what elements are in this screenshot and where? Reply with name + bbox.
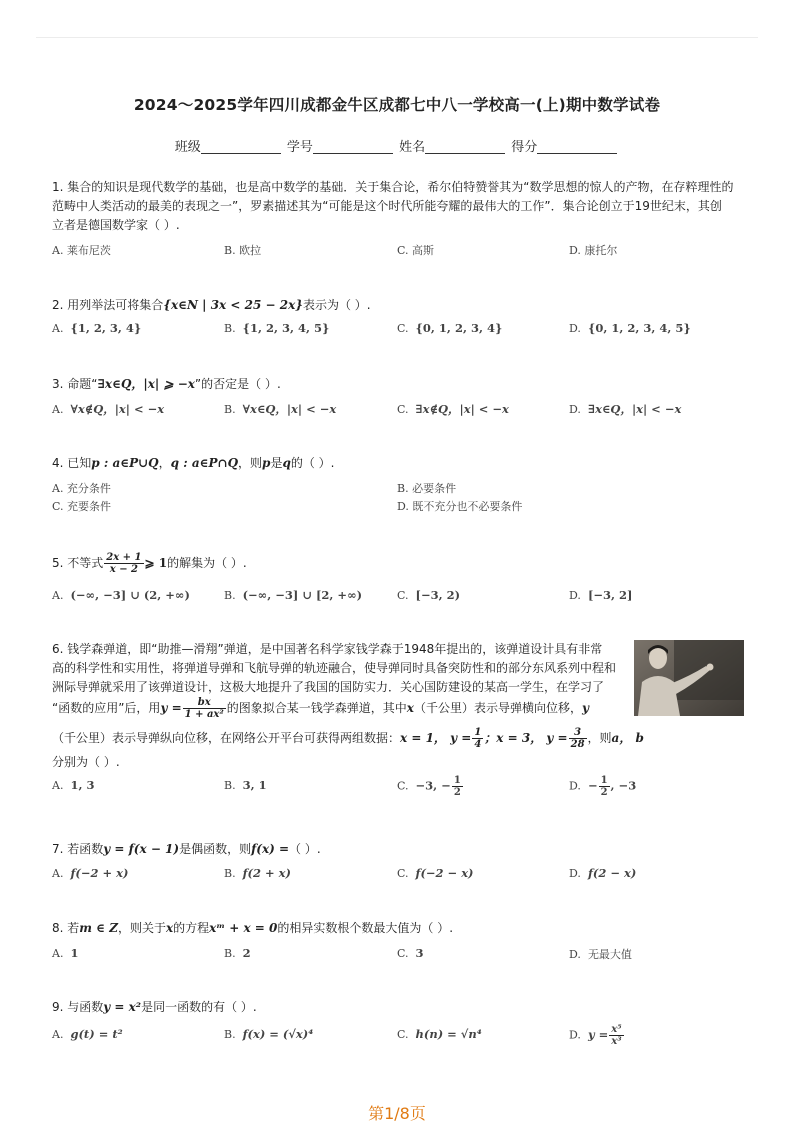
q6-line5 bbox=[52, 727, 742, 750]
q1-line2: 范畴中人类活动的最美的表现之一”，罗素描述其为“可能是这个时代所能夸耀的最伟大的工作”．集合论创立于19世纪末，其创 bbox=[52, 199, 722, 213]
question-6 bbox=[52, 640, 632, 697]
q2-stem-a: 2. 用列举法可将集合 bbox=[52, 298, 164, 312]
q2-c-letter: C. bbox=[397, 322, 409, 335]
q6-c-den: 2 bbox=[453, 787, 461, 798]
q9-b-letter: B. bbox=[224, 1028, 236, 1041]
q7-a-letter: A. bbox=[52, 867, 64, 880]
q6-l5-a: （千公里）表示导弹纵向位移，在网络公开平台可获得两组数据： bbox=[52, 731, 401, 745]
q7-stem-b: 是偶函数，则 bbox=[179, 842, 252, 856]
q5-c-text: [−3, 2) bbox=[415, 588, 461, 602]
q4-q-math: q : a∈P∩Q bbox=[170, 456, 239, 470]
class-blank bbox=[201, 139, 281, 154]
q6-d-den: 2 bbox=[600, 787, 608, 798]
q8-a-text: 1 bbox=[70, 946, 79, 960]
q9-option-a bbox=[52, 1027, 123, 1041]
q4-q-var: q bbox=[282, 456, 291, 470]
q6-frac2-den: 28 bbox=[570, 739, 585, 750]
q8-option-b bbox=[224, 946, 251, 960]
q8-stem-d: 的相异实数根个数最大值为（ ）. bbox=[277, 921, 454, 935]
score-label: 得分 bbox=[511, 140, 538, 155]
q7-c-text: f(−2 − x) bbox=[415, 866, 474, 880]
q6-d-text: − bbox=[587, 778, 598, 793]
q8-b-letter: B. bbox=[224, 947, 236, 960]
q1-line3: 立者是德国数学家（ ）. bbox=[52, 218, 180, 232]
name-blank bbox=[425, 139, 505, 154]
q8-option-c bbox=[397, 946, 424, 960]
q7-option-a bbox=[52, 866, 128, 880]
q9-d-text: y = bbox=[587, 1027, 609, 1042]
question-1 bbox=[52, 178, 742, 235]
q9-b-text: f(x) = (√x)⁴ bbox=[242, 1027, 314, 1041]
q3-a-letter: A. bbox=[52, 403, 64, 416]
q5-option-d bbox=[569, 588, 632, 602]
student-info-row bbox=[0, 136, 794, 155]
q2-d-letter: D. bbox=[569, 322, 581, 335]
q7-a-text: f(−2 + x) bbox=[70, 866, 129, 880]
q6-line6: 分别为（ ）. bbox=[52, 755, 120, 769]
q9-d-den: x³ bbox=[611, 1036, 622, 1047]
q8-stem-c: 的方程 bbox=[173, 921, 210, 935]
q6-frac-1-4 bbox=[472, 727, 483, 750]
q9-option-c bbox=[397, 1027, 482, 1041]
q3-b-text: ∀x∈Q，|x| < −x bbox=[242, 402, 337, 416]
q6-frac-3-28 bbox=[569, 727, 587, 750]
q4-p-math: p : a∈P∪Q bbox=[91, 456, 159, 470]
question-4: 4. 已知p : a∈P∪Q，q : a∈P∩Q，则p是q的（ ）. bbox=[52, 456, 335, 470]
q6-line3: 洲际导弹就采用了该弹道设计，这极大地提升了我国的国防实力．关心国防建设的某高一学生，在学习了 bbox=[52, 680, 605, 694]
q6-l4-c: （千公里）表示导弹横向位移， bbox=[413, 701, 582, 715]
q8-b-text: 2 bbox=[242, 946, 251, 960]
question-5 bbox=[52, 552, 742, 575]
q4-stem-c: 是 bbox=[270, 456, 283, 470]
exam-title: 2024～2025学年四川成都金牛区成都七中八一学校高一(上)期中数学试卷 bbox=[133, 96, 661, 114]
q6-d-num: 1 bbox=[600, 775, 608, 786]
q7-d-text: f(2 − x) bbox=[587, 866, 637, 880]
q5-b-text: (−∞, −3] ∪ [2, +∞) bbox=[242, 588, 363, 602]
q2-a-letter: A. bbox=[52, 322, 64, 335]
q5-fraction bbox=[104, 552, 143, 575]
q4-stem-d: 的（ ）. bbox=[290, 456, 335, 470]
top-divider bbox=[36, 37, 758, 38]
q6-option-d bbox=[569, 775, 636, 798]
q6-data2: ；x = 3， y = bbox=[484, 731, 568, 745]
q3-a-text: ∀x∉Q，|x| < −x bbox=[70, 402, 165, 416]
q5-stem-a: 5. 不等式 bbox=[52, 556, 104, 570]
q8-equation: xᵐ + x = 0 bbox=[209, 921, 278, 935]
q9-d-num: x⁵ bbox=[611, 1024, 622, 1035]
q4-stem-a: 4. 已知 bbox=[52, 456, 92, 470]
q6-y-sym: y bbox=[581, 701, 589, 715]
q3-prop-math: ∃x∈Q，|x| ⩾ −x bbox=[97, 377, 195, 391]
q9-a-text: g(t) = t² bbox=[70, 1027, 123, 1041]
id-label: 学号 bbox=[286, 140, 313, 155]
q9-option-d bbox=[569, 1024, 625, 1047]
q5-option-a bbox=[52, 588, 190, 602]
q8-a-letter: A. bbox=[52, 947, 64, 960]
q3-d-letter: D. bbox=[569, 403, 581, 416]
question-3 bbox=[52, 375, 742, 394]
q6-l4-b: 的图象拟合某一钱学森弹道，其中 bbox=[226, 701, 407, 715]
q6-data1: x = 1， y = bbox=[400, 731, 472, 745]
q2-b-letter: B. bbox=[224, 322, 236, 335]
q6-line1: 6. 钱学森弹道，即“助推—滑翔”弹道，是中国著名科学家钱学森于1948年提出的，该弹道设计具有非常 bbox=[52, 642, 603, 656]
q7-option-d bbox=[569, 866, 636, 880]
q6-option-b bbox=[224, 778, 267, 792]
q4-option-d: D. 既不充分也不必要条件 bbox=[397, 500, 523, 513]
q8-d-letter: D. bbox=[569, 948, 581, 961]
q6-frac1-den: 4 bbox=[474, 739, 482, 750]
q5-c-letter: C. bbox=[397, 589, 409, 602]
q8-c-letter: C. bbox=[397, 947, 409, 960]
q9-option-b bbox=[224, 1027, 313, 1041]
q2-d-text: {0, 1, 2, 3, 4, 5} bbox=[587, 321, 691, 335]
q9-func-math: y = x² bbox=[103, 1000, 142, 1014]
q3-b-letter: B. bbox=[224, 403, 236, 416]
q6-c-fraction bbox=[452, 775, 463, 798]
q5-d-text: [−3, 2] bbox=[587, 588, 633, 602]
q4-stem-b: ，则 bbox=[238, 456, 263, 470]
q9-stem-a: 9. 与函数 bbox=[52, 1000, 104, 1014]
q2-a-text: {1, 2, 3, 4} bbox=[70, 321, 142, 335]
q9-c-letter: C. bbox=[397, 1028, 409, 1041]
q7-option-b bbox=[224, 866, 291, 880]
q6-frac-num: bx bbox=[183, 697, 226, 709]
q9-a-letter: A. bbox=[52, 1028, 64, 1041]
q8-x-var: x bbox=[165, 921, 174, 935]
score-blank bbox=[537, 139, 617, 154]
q1-option-a: A. 莱布尼茨 bbox=[52, 244, 111, 257]
q8-m-math: m ∈ Z bbox=[79, 921, 118, 935]
q7-b-text: f(2 + x) bbox=[242, 866, 291, 880]
question-8 bbox=[52, 919, 742, 938]
q1-line1: 1. 集合的知识是现代数学的基础，也是高中数学的基础．关于集合论，希尔伯特赞誉其为“数学思想的惊人的产物，在存粹理性的 bbox=[52, 180, 734, 194]
q7-stem-c: （ ）. bbox=[289, 842, 321, 856]
q3-option-c bbox=[397, 401, 509, 417]
q5-a-text: (−∞, −3] ∪ (2, +∞) bbox=[70, 588, 190, 602]
page-number: 第1/8页 bbox=[368, 1104, 426, 1123]
q2-b-text: {1, 2, 3, 4, 5} bbox=[242, 321, 330, 335]
q9-c-text: h(n) = √n⁴ bbox=[415, 1027, 482, 1041]
q6-frac-den: 1 + ax² bbox=[184, 709, 224, 720]
q9-d-fraction bbox=[609, 1024, 623, 1047]
q9-stem-b: 是同一函数的有（ ）. bbox=[141, 1000, 257, 1014]
q2-option-a bbox=[52, 321, 141, 335]
q6-line2: 高的科学性和实用性，将弹道导弹和飞航导弹的轨迹融合，使导弹同时具备突防性和的部分东风系列中程和 bbox=[52, 661, 617, 675]
q4-option-b: B. 必要条件 bbox=[397, 482, 457, 495]
id-blank bbox=[313, 139, 393, 154]
q3-d-text: ∃x∈Q，|x| < −x bbox=[587, 402, 682, 416]
q7-fx-math: f(x) = bbox=[251, 842, 290, 856]
q2-option-b bbox=[224, 321, 329, 335]
q4-option-c: C. 充要条件 bbox=[52, 500, 112, 513]
q5-d-letter: D. bbox=[569, 589, 581, 602]
q6-frac2-num: 3 bbox=[569, 727, 587, 739]
q3-option-d bbox=[569, 401, 681, 417]
q6-ab: a， b bbox=[611, 731, 644, 745]
q7-c-letter: C. bbox=[397, 867, 409, 880]
class-label: 班级 bbox=[174, 140, 201, 155]
q1-option-c: C. 高斯 bbox=[397, 244, 435, 257]
q7-option-c bbox=[397, 866, 474, 880]
q1-option-b: B. 欧拉 bbox=[224, 244, 262, 257]
q6-x-sym: x bbox=[406, 701, 414, 715]
q6-b-letter: B. bbox=[224, 779, 236, 792]
q7-d-letter: D. bbox=[569, 867, 581, 880]
q8-stem-a: 8. 若 bbox=[52, 921, 80, 935]
q4-p-var: p bbox=[262, 456, 271, 470]
question-9 bbox=[52, 998, 742, 1017]
q6-option-c bbox=[397, 775, 464, 798]
name-label: 姓名 bbox=[399, 140, 426, 155]
q3-stem-b: ”的否定是（ ）. bbox=[194, 377, 281, 391]
q6-d-letter: D. bbox=[569, 779, 581, 793]
q6-c-num: 1 bbox=[453, 775, 461, 786]
q5-denominator: x − 2 bbox=[109, 564, 139, 575]
q1-option-d: D. 康托尔 bbox=[569, 244, 618, 257]
q6-l5-b: ，则 bbox=[587, 731, 612, 745]
q2-option-d bbox=[569, 321, 691, 335]
q2-set-math: {x∈N | 3x < 25 − 2x} bbox=[163, 298, 303, 312]
q6-option-a bbox=[52, 778, 94, 792]
q4-option-a: A. 充分条件 bbox=[52, 482, 111, 495]
q5-numerator: 2x + 1 bbox=[106, 552, 142, 563]
q6-frac1-num: 1 bbox=[474, 727, 482, 738]
q3-c-letter: C. bbox=[397, 403, 409, 416]
q6-fraction bbox=[183, 697, 226, 720]
q3-stem-a: 3. 命题“ bbox=[52, 377, 98, 391]
question-7 bbox=[52, 840, 742, 859]
q7-func-math: y = f(x − 1) bbox=[103, 842, 180, 856]
q6-d-fraction bbox=[599, 775, 610, 798]
q8-stem-b: ，则关于 bbox=[117, 921, 166, 935]
q7-b-letter: B. bbox=[224, 867, 236, 880]
q9-d-letter: D. bbox=[569, 1028, 581, 1042]
q2-option-c bbox=[397, 321, 502, 335]
q3-c-text: ∃x∉Q，|x| < −x bbox=[415, 402, 509, 416]
q5-option-b bbox=[224, 588, 362, 602]
q6-c-text: −3, − bbox=[415, 778, 451, 793]
q5-option-c bbox=[397, 588, 460, 602]
q6-d-tail: , −3 bbox=[610, 778, 637, 793]
q3-option-a bbox=[52, 401, 164, 417]
q6-y-eq: y = bbox=[160, 701, 182, 715]
q6-a-text: 1, 3 bbox=[70, 778, 95, 792]
q2-stem-b: 表示为（ ）. bbox=[302, 298, 371, 312]
q2-c-text: {0, 1, 2, 3, 4} bbox=[415, 321, 503, 335]
q5-a-letter: A. bbox=[52, 589, 64, 602]
q8-option-a bbox=[52, 946, 78, 960]
q3-option-b bbox=[224, 401, 336, 417]
question-2 bbox=[52, 296, 742, 315]
qian-xuesen-photo bbox=[634, 640, 744, 716]
q6-c-letter: C. bbox=[397, 779, 409, 793]
q5-ge: ⩾ 1 bbox=[144, 556, 168, 570]
q6-l4-a: “函数的应用”后，用 bbox=[52, 701, 161, 715]
q8-option-d bbox=[569, 946, 632, 962]
q6-a-letter: A. bbox=[52, 779, 64, 792]
q6-b-text: 3, 1 bbox=[242, 778, 267, 792]
q5-stem-b: 的解集为（ ）. bbox=[167, 556, 247, 570]
q7-stem-a: 7. 若函数 bbox=[52, 842, 104, 856]
q5-b-letter: B. bbox=[224, 589, 236, 602]
q8-d-text: 无最大值 bbox=[587, 948, 632, 961]
q8-c-text: 3 bbox=[415, 946, 424, 960]
